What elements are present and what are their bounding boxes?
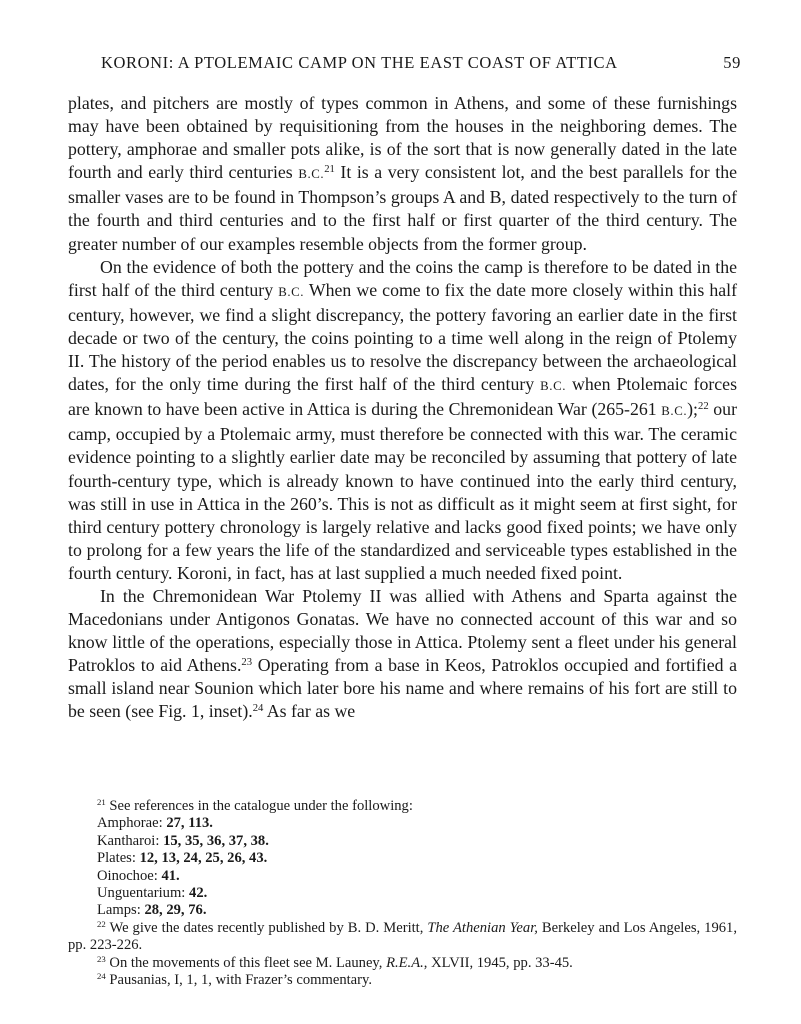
reference-numbers: 28, 29, 76. <box>144 902 207 919</box>
catalogue-reference-item <box>97 868 737 885</box>
bc-abbrev: B.C. <box>298 167 325 182</box>
reference-label: Kantharoi: <box>97 832 164 849</box>
reference-label: Plates: <box>97 850 140 867</box>
bc-abbrev: B.C. <box>661 404 688 419</box>
reference-label: Oinochoe: <box>97 867 162 884</box>
footnote-21 <box>68 798 737 815</box>
reference-numbers: 12, 13, 24, 25, 26, 43. <box>139 850 268 867</box>
p3-text-c: As far as we <box>263 701 356 722</box>
bc-abbrev: B.C. <box>278 284 305 299</box>
cited-journal: R.E.A. <box>386 954 424 971</box>
footnote-ref-24: 24 <box>252 702 264 715</box>
footnote-ref-22: 22 <box>698 400 709 413</box>
footnote-23 <box>68 955 737 972</box>
bc-abbrev: B.C. <box>540 379 567 394</box>
footnote-ref-21: 21 <box>324 163 335 176</box>
footnote-22 <box>68 920 737 955</box>
footnote-21-intro: See references in the catalogue under the following: <box>105 798 413 814</box>
footnote-23-text-b: , XLVII, 1945, pp. 33-45. <box>423 954 573 971</box>
footnote-24 <box>68 972 737 989</box>
reference-label: Amphorae: <box>97 815 167 832</box>
p1-text-a: plates, and pitchers are mostly of types common in Athens, and some of these furnishings may have been obtained by requisitioning from the houses in the neighboring demes. The pottery, amphorae and smaller pots alike, is of the sort that is now generally dated in the late fourth and early third centuries <box>68 93 737 183</box>
footnote-23-text-a: On the movements of this fleet see M. Launey, <box>105 954 387 971</box>
reference-numbers: 15, 35, 36, 37, 38. <box>163 832 269 849</box>
p1-text-b: It is a very consistent lot, and the best parallels for the smaller vases are to be found in Thompson’s groups A and B, dated respectively to the turn of the fourth and third centuries and to the first half or first quarter of the third century. The greater number of our examples resemble objects from the former group. <box>68 162 738 254</box>
reference-numbers: 27, 113. <box>166 815 213 832</box>
cited-book-title: The Athenian Year, <box>427 919 538 936</box>
main-text <box>68 92 737 724</box>
paragraph-2 <box>68 256 737 585</box>
paragraph-1 <box>68 92 737 256</box>
catalogue-reference-item <box>97 815 737 832</box>
catalogue-reference-item <box>97 902 737 919</box>
footnote-number: 24 <box>97 971 106 982</box>
p2-text-e: our camp, occupied by a Ptolemaic army, must therefore be connected with this war. The ceramic evidence pointing to a slightly earlier date may be reconciled by assuming that pottery of late fourth-century type, which is already known to have continued into the early third century, was still in use in Attica in the 260’s. This is not as difficult as it might seem at first sight, for third century pottery chronology is largely relative and lacks good fixed points; we have only to prolong for a few years the life of the standardized and serviceable types established in the fourth century. Koroni, in fact, has at last supplied a much needed fixed point. <box>68 399 737 583</box>
catalogue-reference-item <box>97 885 737 902</box>
page-number: 59 <box>723 53 741 72</box>
catalogue-reference-item <box>97 833 737 850</box>
p3-text-b: Operating from a base in Keos, Patroklos occupied and fortified a small island near Sounion which later bore his name and where remains of his fort are still to be seen (see Fig. 1, inset). <box>68 655 738 722</box>
paragraph-3 <box>68 585 737 724</box>
p2-text-d: ); <box>687 399 699 420</box>
reference-numbers: 41. <box>161 867 180 884</box>
catalogue-reference-list <box>68 815 737 919</box>
running-header <box>101 53 741 75</box>
reference-label: Unguentarium: <box>97 885 190 902</box>
p2-text-b: When we come to fix the date more closely within this half century, however, we find a slight discrepancy, the pottery favoring an earlier date in the first decade or two of the century, the coins pointing to a time well along in the reign of Ptolemy II. The history of the period enables us to resolve the discrepancy between the archaeological dates, for the only time during the first half of the third century <box>68 279 737 395</box>
footnote-22-text-b: Berkeley and Los Angeles, 1961, pp. 223-226. <box>68 919 737 954</box>
footnote-ref-23: 23 <box>241 656 253 669</box>
footnote-24-text: Pausanias, I, 1, 1, with Frazer’s commentary. <box>105 972 373 989</box>
p2-text-c: when Ptolemaic forces are known to have been active in Attica is during the Chremonidean War (265-261 <box>68 374 737 420</box>
footnote-number: 23 <box>97 953 106 964</box>
running-title: KORONI: A PTOLEMAIC CAMP ON THE EAST COAST OF ATTICA <box>101 53 618 72</box>
reference-label: Lamps: <box>97 902 145 919</box>
footnotes <box>68 798 737 989</box>
footnote-number: 22 <box>97 919 106 930</box>
footnote-22-text-a: We give the dates recently published by B. D. Meritt, <box>105 919 428 936</box>
reference-numbers: 42. <box>189 885 208 902</box>
p3-text-a: In the Chremonidean War Ptolemy II was allied with Athens and Sparta against the Macedonians under Antigonos Gonatas. We have no connected account of this war and so know little of the operations, especially those in Attica. Ptolemy sent a fleet under his general Patroklos to aid Athens. <box>68 585 737 676</box>
footnote-number: 21 <box>97 797 106 808</box>
catalogue-reference-item <box>97 850 737 867</box>
p2-text-a: On the evidence of both the pottery and the coins the camp is therefore to be dated in the first half of the third century <box>68 256 737 300</box>
